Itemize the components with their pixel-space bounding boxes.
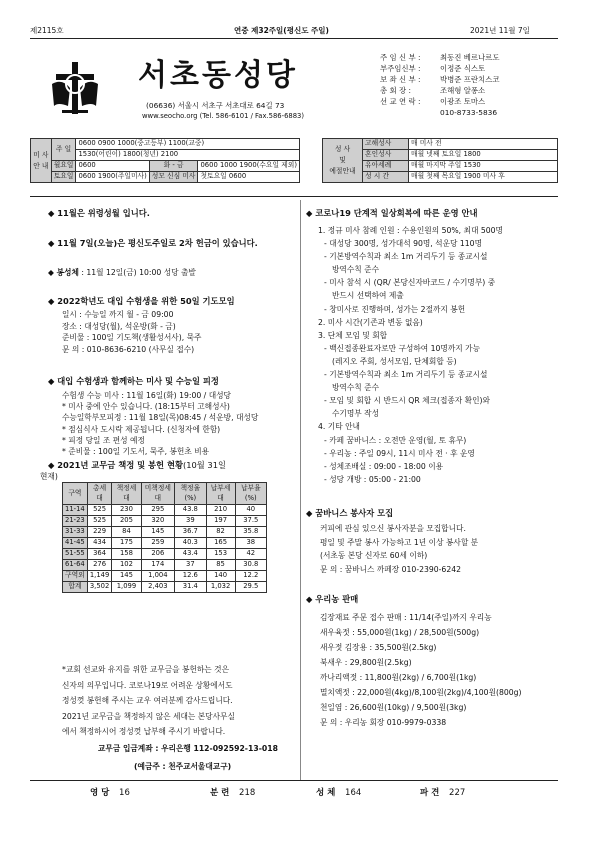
covid-line: - 우리농 : 주일 09시, 11시 미사 전 · 후 운영	[324, 448, 475, 458]
schedule-time-2: 첫토요일 0600	[198, 172, 300, 183]
tithe-row	[63, 582, 267, 593]
diamond-icon: ◆	[48, 460, 58, 470]
tithe-cell: 320	[141, 516, 175, 527]
staff-row	[380, 85, 555, 96]
notice-1	[48, 208, 150, 219]
footer-key: 파 견	[420, 788, 440, 798]
footer-stat-1	[90, 788, 130, 799]
diamond-icon: ◆	[48, 238, 58, 248]
tithe-cell: 210	[206, 505, 235, 516]
covid-line: - 모임 및 회합 시 반드시 QR 체크(접종자 확인)와	[324, 396, 490, 406]
tithe-cell: 12.2	[235, 571, 266, 582]
tithe-district: 41-45	[63, 538, 88, 549]
footer-value: 16	[119, 788, 130, 798]
tithe-row	[63, 549, 267, 560]
staff-row	[380, 74, 555, 85]
mass-label-2: 안 내	[33, 161, 49, 170]
tithe-cell: 37.5	[235, 516, 266, 527]
covid-line: - 성당 개방 : 05:00 - 21:00	[324, 474, 421, 484]
liturgy-title: 연중 제32주일(평신도 주일)	[234, 26, 329, 35]
issue-number: 제2115호	[30, 26, 64, 35]
staff-row	[380, 96, 555, 107]
woorinong-line: 문 의 : 우리농 회장 010-9979-0338	[320, 718, 447, 727]
tithe-row	[63, 538, 267, 549]
sacrament-value: 매월 마지막 주일 1530	[409, 161, 558, 172]
woorinong-body	[320, 610, 522, 730]
notice-4-line: 장소 : 대성당(월), 석운방(화 - 금)	[62, 321, 176, 331]
notice-1-text: 11월은 위령성월 입니다.	[57, 208, 150, 218]
tithe-cell: 434	[87, 538, 112, 549]
tithe-row	[63, 560, 267, 571]
covid-line: - 미사 참석 시 (QR/ 본당신자바코드 / 수기명부) 중	[324, 278, 496, 288]
tithe-cell: 1,004	[141, 571, 175, 582]
staff-role: 선 교 연 락 :	[380, 96, 421, 106]
covid-line: 2. 미사 시간(기존과 변동 없음)	[318, 317, 423, 327]
tithe-cell: 29.5	[235, 582, 266, 593]
notice-4-line: 문 의 : 010-8636-6210 (사무실 접수)	[62, 344, 195, 354]
cafe-body	[320, 522, 478, 576]
tithe-row	[63, 516, 267, 527]
woorinong-line: 북새우 : 29,800원(2.5kg)	[320, 658, 412, 667]
diamond-icon: ◆	[48, 208, 58, 218]
cafe-line: (서초동 본당 신자로 60세 이하)	[320, 551, 428, 560]
footer-value: 227	[449, 788, 466, 798]
woorinong-line: 김장재료 주문 접수 판매 : 11/14(주일)까지 우리농	[320, 613, 492, 622]
tithe-district: 11-14	[63, 505, 88, 516]
staff-role: 주 임 신 부 :	[380, 52, 421, 62]
schedule-time: 0600	[76, 161, 149, 172]
footer-stat-3	[316, 788, 361, 799]
tithe-header: 납부율(%)	[235, 483, 266, 505]
schedule-day: 토요일	[51, 172, 76, 183]
tithe-para-line: 2021년 교무금을 책정하지 않은 세대는 본당사무실	[62, 711, 235, 721]
notice-4-heading	[48, 296, 235, 307]
woorinong-line: 멸치액젓 : 22,000원(4kg)/8,100원(2kg)/4,100원(800g)	[320, 688, 522, 697]
notice-3-title: 봉성체	[56, 268, 79, 277]
staff-name: 최동진 베르나르도	[440, 52, 500, 62]
sacrament-key: 고해성사	[363, 139, 409, 150]
tithe-district: 51-55	[63, 549, 88, 560]
sacrament-label-2: 및	[339, 156, 346, 165]
tithe-account: 교무금 입금계좌 : 우리은행 112-092592-13-018	[98, 744, 278, 753]
diamond-icon: ◆	[306, 594, 316, 604]
covid-heading	[306, 208, 478, 219]
footer-key: 분 련	[210, 788, 230, 798]
notice-5-heading	[48, 376, 219, 387]
covid-line: (레지오 주회, 성서모임, 단체회합 등)	[332, 356, 457, 366]
notice-5-line: * 점심식사 도시락 제공됩니다. (신청자에 한함)	[62, 424, 221, 434]
schedule-time: 0600 1900(주일미사)	[76, 172, 149, 183]
covid-line: - 카페 꿈바니스 : 오전만 운영(월, 토 휴무)	[324, 435, 467, 445]
section-divider	[30, 196, 558, 197]
sacrament-value: 매월 첫째 목요일 1900 미사 후	[409, 172, 558, 183]
sacrament-key: 유아세례	[363, 161, 409, 172]
tithe-cell: 30.8	[235, 560, 266, 571]
notice-4-line: 일시 : 수능일 까지 월 - 금 09:00	[62, 310, 174, 319]
tithe-row	[63, 505, 267, 516]
footer-key: 영 당	[90, 788, 110, 798]
tithe-header: 책정율(%)	[175, 483, 206, 505]
cafe-line: 문 의 : 꿈바니스 까페장 010-2390-6242	[320, 564, 461, 574]
tithe-cell: 295	[141, 505, 175, 516]
tithe-cell: 35.8	[235, 527, 266, 538]
parish-logo	[48, 58, 106, 120]
schedule-day-2: 화 - 금	[149, 161, 198, 172]
tithe-account-holder: (예금주 : 천주교서울대교구)	[134, 762, 232, 771]
tithe-cell: 39	[175, 516, 206, 527]
notice-5-line: 수능일학부모피정 : 11월 18일(목)08:45 / 석운방, 대성당	[62, 413, 259, 423]
tithe-cell: 276	[87, 560, 112, 571]
covid-line: - 대성당 300명, 성가대석 90명, 석운당 110명	[324, 239, 482, 249]
schedule-day: 월요일	[51, 161, 76, 172]
tithe-cell: 153	[206, 549, 235, 560]
tithe-district: 합계	[63, 582, 88, 593]
staff-name: 이광조 토마스	[440, 96, 486, 106]
column-divider	[300, 200, 301, 780]
mass-label-cell	[31, 139, 52, 183]
notice-4-line: 준비물 : 100일 기도책(생활성서사), 묵주	[62, 333, 202, 342]
woorinong-line: 새우젓 김장용 : 35,500원(2.5kg)	[320, 643, 437, 652]
staff-role: 총 회 장 :	[380, 85, 411, 95]
tithe-header: 납부세대	[206, 483, 235, 505]
tithe-cell: 1,149	[87, 571, 112, 582]
footer-value: 218	[239, 788, 256, 798]
tithe-cell: 43.8	[175, 505, 206, 516]
tithe-cell: 85	[206, 560, 235, 571]
sacrament-label: 성 사	[334, 145, 351, 154]
woorinong-line: 천일염 : 26,600원(10kg) / 9,500원(3kg)	[320, 703, 467, 712]
tithe-cell: 145	[141, 527, 175, 538]
tithe-cell: 12.6	[175, 571, 206, 582]
parish-name: 서초동성당	[138, 58, 298, 93]
covid-title: 코로나19 단계적 일상회복에 따른 운영 안내	[315, 208, 478, 218]
sunday-label: 주 일	[51, 139, 76, 161]
notice-3-text: : 11월 12일(금) 10:00 성당 출발	[81, 268, 196, 277]
woorinong-title: 우리농 판매	[315, 594, 359, 604]
staff-name: 010-8733-5836	[440, 107, 498, 117]
covid-line: 3. 단체 모임 및 회합	[318, 330, 388, 340]
schedule-time-2: 0600 1000 1900(수요일 제외)	[198, 161, 300, 172]
tithe-cell: 197	[206, 516, 235, 527]
tithe-cell: 102	[112, 560, 141, 571]
covid-line: 방역수칙 준수	[332, 265, 380, 275]
tithe-paragraph	[62, 662, 235, 740]
parish-contact: www.seocho.org (Tel. 586-6101 / Fax.586-6883)	[142, 112, 305, 120]
diamond-icon: ◆	[48, 376, 58, 386]
staff-name: 조해형 알퐁소	[440, 85, 486, 95]
covid-line: - 성체조배실 : 09:00 - 18:00 이용	[324, 461, 444, 471]
tithe-cell: 364	[87, 549, 112, 560]
covid-line: - 기본방역수칙과 최소 1m 거리두기 등 종교시설	[324, 370, 488, 380]
tithe-cell: 40.3	[175, 538, 206, 549]
tithe-cell: 230	[112, 505, 141, 516]
tithe-cell: 140	[206, 571, 235, 582]
notice-5-title: 대입 수험생과 함께하는 미사 및 수능일 피정	[57, 376, 219, 386]
tithe-header: 총세대	[87, 483, 112, 505]
tithe-district: 21-23	[63, 516, 88, 527]
covid-line: - 창미사로 진행하며, 성가는 2절까지 봉헌	[324, 304, 466, 314]
covid-line: - 백신접종완료자로만 구성하여 10명까지 가능	[324, 343, 481, 353]
notice-5-line: * 준비물 : 100일 기도서, 묵주, 봉헌초 비용	[62, 447, 210, 457]
covid-line: 수기명부 작성	[332, 409, 380, 419]
tithe-cell: 165	[206, 538, 235, 549]
notice-6-suffix: (10월 31일	[182, 460, 227, 470]
diamond-icon: ◆	[48, 268, 57, 277]
mass-schedule-table	[30, 138, 300, 183]
sacrament-value: 매월 넷째 토요일 1800	[409, 150, 558, 161]
tithe-cell: 43.4	[175, 549, 206, 560]
footer-stat-4	[420, 788, 465, 799]
sacrament-label-cell	[323, 139, 363, 183]
footer-divider	[30, 780, 558, 781]
covid-line: 1. 정규 미사 참례 인원 : 수용인원의 50%, 최대 500명	[318, 226, 503, 235]
parish-address: (06636) 서울시 서초구 서초대로 64길 73	[146, 101, 285, 110]
tithe-cell: 31.4	[175, 582, 206, 593]
tithe-district: 31-33	[63, 527, 88, 538]
tithe-para-line: 정성껏 봉헌해 주시는 교우 여러분께 감사드립니다.	[62, 696, 233, 705]
footer-key: 성 체	[316, 788, 336, 798]
notice-5-body	[62, 390, 258, 457]
tithe-cell: 2,403	[141, 582, 175, 593]
tithe-table	[62, 482, 267, 593]
cafe-heading	[306, 508, 393, 519]
notice-3	[48, 268, 196, 278]
covid-body	[318, 224, 503, 486]
notice-2	[48, 238, 258, 249]
tithe-cell: 36.7	[175, 527, 206, 538]
sunday-times-2: 1530(어린이) 1800(청년) 2100	[76, 150, 300, 161]
notice-5-line: * 피정 당일 조 편성 예정	[62, 435, 145, 445]
tithe-cell: 175	[112, 538, 141, 549]
tithe-header: 책정세대	[112, 483, 141, 505]
tithe-cell: 40	[235, 505, 266, 516]
mass-label: 미 사	[33, 150, 49, 159]
covid-line: - 기본방역수칙과 최소 1m 거리두기 등 종교시설	[324, 252, 488, 262]
footer-value: 164	[345, 788, 362, 798]
tithe-header-row	[63, 483, 267, 505]
notice-5-line: 수험생 수능 미사 : 11월 16일(화) 19:00 / 대성당	[62, 391, 231, 400]
covid-line: 반드시 선택하여 제출	[332, 291, 404, 301]
sacrament-table	[322, 138, 558, 183]
bulletin-date: 2021년 11월 7일	[470, 26, 530, 35]
woorinong-heading	[306, 594, 358, 605]
footer-stat-2	[210, 788, 255, 799]
tithe-district: 61-64	[63, 560, 88, 571]
tithe-cell: 525	[87, 516, 112, 527]
tithe-cell: 38	[235, 538, 266, 549]
notice-4-body	[62, 309, 201, 355]
tithe-cell: 1,099	[112, 582, 141, 593]
tithe-cell: 145	[112, 571, 141, 582]
tithe-cell: 158	[112, 549, 141, 560]
notice-5-line: * 미사 중에 안수 있습니다. (18:15부터 고해성사)	[62, 402, 230, 412]
staff-role: 부주임신부 :	[380, 63, 421, 73]
notice-2-text: 11월 7일(오늘)은 평신도주일로 2차 헌금이 있습니다.	[57, 238, 258, 248]
tithe-cell: 84	[112, 527, 141, 538]
notice-4-title: 2022학년도 대입 수험생을 위한 50일 기도모임	[57, 296, 235, 306]
staff-row	[380, 63, 555, 74]
diamond-icon: ◆	[48, 296, 58, 306]
tithe-cell: 259	[141, 538, 175, 549]
header-divider	[30, 38, 558, 39]
tithe-para-line: 신자의 의무입니다. 코로나19로 어려운 상황에서도	[62, 680, 233, 690]
staff-row	[380, 52, 555, 63]
tithe-district: 구역외	[63, 571, 88, 582]
woorinong-line: 까나리액젓 : 11,800원(2kg) / 6,700원(1kg)	[320, 673, 477, 682]
tithe-para-line: *교회 선교와 유지를 위한 교무금을 봉헌하는 것은	[62, 665, 230, 674]
tithe-cell: 229	[87, 527, 112, 538]
staff-name: 박병준 프란치스코	[440, 74, 500, 84]
tithe-row	[63, 527, 267, 538]
tithe-cell: 1,032	[206, 582, 235, 593]
sacrament-key: 성 시 간	[363, 172, 409, 183]
sacrament-value: 매 미사 전	[409, 139, 558, 150]
notice-6-heading	[48, 460, 226, 471]
diamond-icon: ◆	[306, 208, 316, 218]
woorinong-line: 새우육젓 : 55,000원(1kg) / 28,500원(500g)	[320, 628, 480, 637]
notice-6-note: 현재)	[40, 472, 58, 481]
cafe-title: 꿈바니스 봉사자 모집	[315, 508, 394, 518]
schedule-day-2: 성모 신심 미사	[149, 172, 198, 183]
tithe-cell: 37	[175, 560, 206, 571]
staff-role: 보 좌 신 부 :	[380, 74, 421, 84]
tithe-cell: 205	[112, 516, 141, 527]
sacrament-label-3: 예절안내	[329, 166, 356, 175]
tithe-cell: 525	[87, 505, 112, 516]
tithe-cell: 206	[141, 549, 175, 560]
diamond-icon: ◆	[306, 508, 316, 518]
cafe-line: 커피에 관심 있으신 봉사자분을 모집합니다.	[320, 524, 466, 533]
cafe-line: 평일 및 주말 봉사 가능하고 1년 이상 봉사할 분	[320, 537, 479, 547]
tithe-header: 구역	[63, 483, 88, 505]
covid-line: 4. 기타 안내	[318, 422, 360, 432]
staff-name: 이정준 식스토	[440, 63, 486, 73]
tithe-cell: 42	[235, 549, 266, 560]
tithe-cell: 3,502	[87, 582, 112, 593]
staff-list	[380, 52, 555, 118]
tithe-cell: 82	[206, 527, 235, 538]
tithe-row	[63, 571, 267, 582]
sacrament-key: 혼인성사	[363, 150, 409, 161]
staff-row	[380, 107, 555, 118]
notice-6-title: 2021년 교무금 책정 및 봉헌 현황	[57, 460, 183, 470]
tithe-cell: 174	[141, 560, 175, 571]
covid-line: 방역수칙 준수	[332, 383, 380, 393]
sunday-times-1: 0600 0900 1000(중고등부) 1100(교중)	[76, 139, 300, 150]
tithe-para-line: 에서 책정하시어 정성껏 납부해 주시기 바랍니다.	[62, 727, 226, 736]
tithe-header: 미책정세대	[141, 483, 175, 505]
